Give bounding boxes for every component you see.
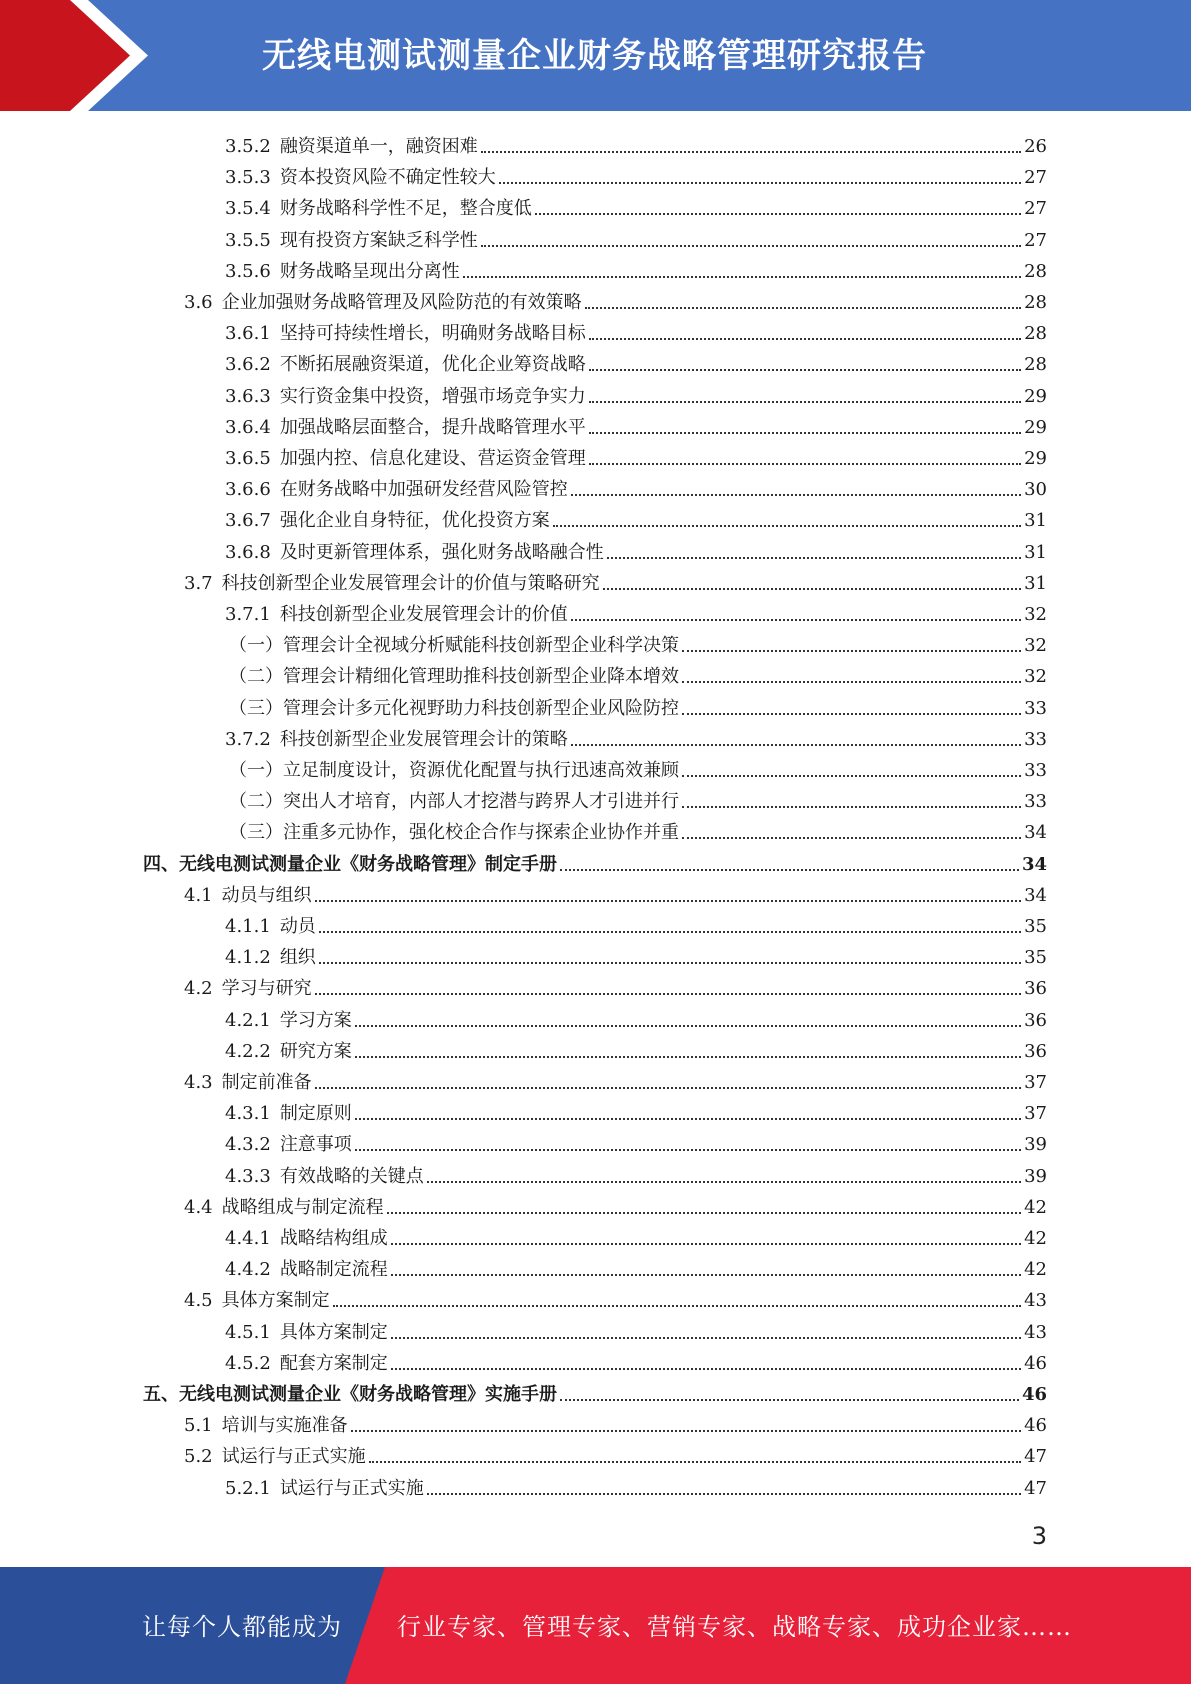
toc-entry-page: 30	[1024, 479, 1047, 501]
toc-entry[interactable]	[229, 751, 1047, 782]
toc-entry-number: 3.5.6	[225, 260, 271, 282]
toc-entry-page: 39	[1024, 1165, 1047, 1187]
toc-entry-title: 不断拓展融资渠道，优化企业筹资战略	[279, 354, 586, 376]
toc-entry[interactable]	[184, 1406, 1047, 1437]
toc-dot-leader	[560, 869, 1019, 871]
toc-entry-title: 培训与实施准备	[221, 1415, 348, 1437]
footer-banner	[0, 1567, 1191, 1684]
toc-entry-page: 29	[1024, 416, 1047, 438]
toc-entry[interactable]	[225, 470, 1047, 501]
toc-entry-page: 29	[1024, 385, 1047, 407]
toc-entry-page: 33	[1024, 728, 1047, 750]
toc-entry[interactable]	[225, 1469, 1047, 1500]
toc-dot-leader	[427, 1181, 1021, 1183]
toc-entry-title: 动员	[279, 916, 316, 937]
footer-slogan-left: 让每个人都能成为	[142, 1613, 342, 1641]
toc-entry-number: 5.1	[184, 1415, 213, 1437]
toc-entry-page: 32	[1024, 635, 1047, 657]
toc-entry-page: 36	[1024, 1009, 1047, 1031]
toc-entry[interactable]	[184, 1188, 1047, 1219]
toc-entry[interactable]	[184, 1437, 1047, 1468]
toc-entry-title: 具体方案制定	[279, 1321, 388, 1343]
toc-entry-page: 37	[1024, 1103, 1047, 1125]
toc-entry-number: 4.1.1	[225, 916, 271, 937]
toc-dot-leader	[571, 619, 1021, 621]
toc-entry-page: 47	[1024, 1477, 1047, 1499]
toc-entry[interactable]	[225, 1313, 1047, 1344]
toc-entry[interactable]	[229, 782, 1047, 813]
toc-dot-leader	[315, 993, 1021, 995]
toc-entry-page: 29	[1024, 448, 1047, 469]
toc-entry-number: 3.6.3	[225, 385, 271, 407]
toc-entry[interactable]	[225, 1125, 1047, 1156]
toc-entry-page: 42	[1024, 1228, 1047, 1249]
toc-entry-page: 35	[1024, 947, 1047, 969]
toc-entry-page: 27	[1024, 229, 1047, 251]
toc-entry-page: 32	[1024, 666, 1047, 688]
toc-entry-page: 26	[1024, 136, 1047, 157]
toc-entry-page: 36	[1024, 978, 1047, 1000]
toc-dot-leader	[427, 1493, 1021, 1495]
toc-entry-page: 34	[1024, 884, 1047, 906]
toc-entry-title: （二）突出人才培育，内部人才挖潜与跨界人才引进并行	[229, 791, 679, 813]
toc-entry-title: 组织	[279, 947, 316, 969]
toc-entry[interactable]	[225, 1344, 1047, 1375]
toc-dot-leader	[391, 1274, 1021, 1276]
toc-entry[interactable]	[184, 564, 1047, 595]
toc-entry-title: 科技创新型企业发展管理会计的策略	[279, 728, 568, 750]
footer-blue-slant	[345, 1567, 385, 1684]
toc-entry[interactable]	[225, 1250, 1047, 1281]
toc-dot-leader	[589, 463, 1021, 465]
toc-dot-leader	[560, 1399, 1019, 1401]
toc-entry-title: 战略制定流程	[279, 1259, 388, 1281]
toc-dot-leader	[585, 307, 1021, 309]
toc-entry-page: 34	[1024, 822, 1047, 844]
toc-entry-title: 现有投资方案缺乏科学性	[279, 229, 478, 251]
toc-dot-leader	[589, 432, 1021, 434]
toc-entry-number: 4.4.1	[225, 1228, 271, 1249]
toc-entry-page: 31	[1024, 510, 1047, 532]
toc-entry-number: 4.5.1	[225, 1321, 271, 1343]
page-number: 3	[1031, 1522, 1047, 1550]
toc-dot-leader	[315, 1087, 1021, 1089]
toc-dot-leader	[553, 525, 1021, 527]
toc-entry-title: 财务战略呈现出分离性	[279, 260, 460, 282]
toc-entry-number: 3.6.8	[225, 541, 271, 563]
toc-dot-leader	[589, 401, 1021, 403]
toc-entry-page: 37	[1024, 1072, 1047, 1093]
toc-entry[interactable]	[143, 1375, 1047, 1406]
toc-entry-number: 4.3	[184, 1072, 213, 1093]
toc-dot-leader	[387, 1212, 1021, 1214]
toc-entry-number: 3.7	[184, 572, 213, 594]
toc-entry-page: 36	[1024, 1040, 1047, 1062]
toc-entry-number: 4.5	[184, 1290, 213, 1312]
toc-entry-page: 28	[1024, 354, 1047, 376]
toc-entry-title: 动员与组织	[221, 884, 312, 906]
toc-dot-leader	[351, 1430, 1021, 1432]
toc-dot-leader	[589, 338, 1021, 340]
toc-dot-leader	[607, 557, 1021, 559]
toc-entry[interactable]	[225, 252, 1047, 283]
toc-entry[interactable]	[225, 595, 1047, 626]
toc-entry-title: 融资渠道单一，融资困难	[279, 136, 478, 157]
toc-entry-number: 3.6.2	[225, 354, 271, 376]
toc-entry-page: 42	[1024, 1259, 1047, 1281]
toc-entry-title: （三）注重多元协作，强化校企合作与探索企业协作并重	[229, 822, 679, 844]
toc-entry-page: 33	[1024, 791, 1047, 813]
toc-entry-title: 强化企业自身特征，优化投资方案	[279, 510, 550, 532]
toc-dot-leader	[333, 1305, 1021, 1307]
toc-dot-leader	[682, 681, 1021, 683]
toc-entry[interactable]	[225, 439, 1047, 470]
toc-dot-leader	[355, 1056, 1021, 1058]
toc-entry-title: 在财务战略中加强研发经营风险管控	[279, 479, 568, 501]
toc-entry-number: 3.6.6	[225, 479, 271, 501]
toc-entry-number: 3.6.1	[225, 323, 271, 345]
toc-entry-title: 资本投资风险不确定性较大	[279, 167, 496, 189]
toc-entry-title: 五、无线电测试测量企业《财务战略管理》实施手册	[143, 1384, 557, 1405]
toc-entry-number: 5.2	[184, 1446, 213, 1468]
toc-entry-title: 制定原则	[279, 1103, 352, 1125]
toc-entry[interactable]	[184, 969, 1047, 1000]
toc-dot-leader	[481, 245, 1021, 247]
toc-entry-page: 33	[1024, 760, 1047, 781]
toc-entry[interactable]	[229, 689, 1047, 720]
toc-entry[interactable]	[184, 283, 1047, 314]
toc-entry[interactable]	[225, 501, 1047, 532]
toc-entry-page: 47	[1024, 1446, 1047, 1468]
toc-entry[interactable]	[225, 533, 1047, 564]
toc-entry-page: 32	[1024, 604, 1047, 625]
toc-entry-title: 战略结构组成	[279, 1228, 388, 1249]
footer-slogan-right: 行业专家、管理专家、营销专家、战略专家、成功企业家……	[397, 1613, 1072, 1641]
toc-entry[interactable]	[225, 1157, 1047, 1188]
toc-entry-page: 28	[1024, 260, 1047, 282]
toc-entry[interactable]	[225, 127, 1047, 158]
toc-entry-page: 34	[1021, 853, 1047, 875]
toc-entry-title: 科技创新型企业发展管理会计的价值	[279, 604, 568, 625]
toc-entry-number: 3.6.7	[225, 510, 271, 532]
toc-entry-title: 科技创新型企业发展管理会计的价值与策略研究	[221, 572, 600, 594]
toc-entry[interactable]	[225, 189, 1047, 220]
toc-dot-leader	[603, 588, 1021, 590]
toc-dot-leader	[682, 713, 1021, 715]
toc-entry-number: 4.4	[184, 1196, 213, 1218]
toc-entry-title: （二）管理会计精细化管理助推科技创新型企业降本增效	[229, 666, 679, 688]
toc-entry-number: 4.2.1	[225, 1009, 271, 1031]
toc-entry-number: 4.3.2	[225, 1134, 271, 1156]
toc-entry[interactable]	[225, 1094, 1047, 1125]
toc-entry[interactable]	[225, 1032, 1047, 1063]
toc-entry[interactable]	[184, 1281, 1047, 1312]
toc-entry-page: 35	[1024, 916, 1047, 937]
toc-dot-leader	[369, 1461, 1021, 1463]
toc-entry-title: 加强战略层面整合，提升战略管理水平	[279, 416, 586, 438]
toc-dot-leader	[682, 806, 1021, 808]
toc-entry-number: 3.5.3	[225, 167, 271, 189]
toc-entry-number: 4.3.1	[225, 1103, 271, 1125]
toc-entry-title: 学习方案	[279, 1009, 352, 1031]
toc-dot-leader	[535, 213, 1021, 215]
toc-entry[interactable]	[229, 657, 1047, 688]
toc-entry-number: 4.2.2	[225, 1040, 271, 1062]
toc-entry-title: 坚持可持续性增长，明确财务战略目标	[279, 323, 586, 345]
toc-dot-leader	[682, 837, 1021, 839]
toc-entry-title: 实行资金集中投资，增强市场竞争实力	[279, 385, 586, 407]
toc-entry-number: 3.5.5	[225, 229, 271, 251]
report-title: 无线电测试测量企业财务战略管理研究报告	[262, 36, 927, 76]
header-chevron-icon	[70, 0, 160, 111]
toc-entry-title: 试运行与正式实施	[279, 1477, 424, 1499]
toc-entry-page: 33	[1024, 697, 1047, 719]
toc-entry-page: 31	[1024, 572, 1047, 594]
toc-entry[interactable]	[225, 720, 1047, 751]
toc-entry-title: 试运行与正式实施	[221, 1446, 366, 1468]
toc-entry-page: 46	[1024, 1352, 1047, 1374]
toc-entry-page: 31	[1024, 541, 1047, 563]
toc-entry-number: 4.1	[184, 884, 213, 906]
toc-dot-leader	[319, 931, 1021, 933]
toc-dot-leader	[571, 494, 1021, 496]
toc-entry[interactable]	[225, 408, 1047, 439]
toc-dot-leader	[589, 369, 1021, 371]
toc-entry[interactable]	[225, 1219, 1047, 1250]
toc-dot-leader	[481, 151, 1021, 153]
toc-entry-number: 3.7.2	[225, 728, 271, 750]
toc-dot-leader	[355, 1118, 1021, 1120]
toc-entry-title: 有效战略的关键点	[279, 1165, 424, 1187]
toc-entry[interactable]	[225, 158, 1047, 189]
toc-entry-title: 学习与研究	[221, 978, 312, 1000]
toc-entry-title: 具体方案制定	[221, 1290, 330, 1312]
toc-dot-leader	[571, 744, 1021, 746]
toc-dot-leader	[391, 1337, 1021, 1339]
toc-entry[interactable]	[143, 845, 1047, 876]
toc-dot-leader	[682, 650, 1021, 652]
toc-entry-title: 加强内控、信息化建设、营运资金管理	[279, 448, 586, 469]
toc-entry-number: 3.6	[184, 292, 213, 313]
toc-entry-page: 43	[1024, 1290, 1047, 1312]
toc-entry-page: 27	[1024, 167, 1047, 189]
toc-entry-number: 3.5.2	[225, 136, 271, 157]
toc-entry-title: （三）管理会计多元化视野助力科技创新型企业风险防控	[229, 697, 679, 719]
toc-entry-page: 46	[1021, 1384, 1047, 1405]
toc-entry[interactable]	[225, 938, 1047, 969]
toc-dot-leader	[499, 182, 1021, 184]
toc-dot-leader	[355, 1149, 1021, 1151]
toc-entry[interactable]	[184, 876, 1047, 907]
toc-dot-leader	[391, 1243, 1021, 1245]
toc-dot-leader	[391, 1368, 1021, 1370]
toc-dot-leader	[355, 1025, 1021, 1027]
toc-entry[interactable]	[225, 907, 1047, 938]
toc-entry-title: 战略组成与制定流程	[221, 1196, 384, 1218]
toc-entry-number: 3.7.1	[225, 604, 271, 625]
toc-entry-title: 制定前准备	[221, 1072, 312, 1093]
toc-entry-page: 43	[1024, 1321, 1047, 1343]
toc-entry[interactable]	[225, 377, 1047, 408]
toc-entry-title: 四、无线电测试测量企业《财务战略管理》制定手册	[143, 853, 557, 875]
header-red-block	[0, 0, 70, 111]
toc-entry[interactable]	[229, 813, 1047, 844]
toc-entry-page: 42	[1024, 1196, 1047, 1218]
toc-dot-leader	[463, 276, 1021, 278]
toc-entry-title: 注意事项	[279, 1134, 352, 1156]
toc-entry-page: 27	[1024, 198, 1047, 220]
toc-entry-number: 5.2.1	[225, 1477, 271, 1499]
toc-entry-number: 4.5.2	[225, 1352, 271, 1374]
toc-entry[interactable]	[225, 221, 1047, 252]
toc-entry-number: 4.3.3	[225, 1165, 271, 1187]
toc-entry[interactable]	[184, 1063, 1047, 1094]
toc-entry-title: 及时更新管理体系，强化财务战略融合性	[279, 541, 604, 563]
toc-entry-number: 4.1.2	[225, 947, 271, 969]
toc-entry-title: 企业加强财务战略管理及风险防范的有效策略	[221, 292, 582, 313]
toc-entry-title: 配套方案制定	[279, 1352, 388, 1374]
toc-entry[interactable]	[225, 314, 1047, 345]
toc-entry-number: 4.2	[184, 978, 213, 1000]
toc-entry-title: 研究方案	[279, 1040, 352, 1062]
toc-entry-page: 46	[1024, 1415, 1047, 1437]
toc-entry-number: 3.6.5	[225, 448, 271, 469]
toc-entry-number: 4.4.2	[225, 1259, 271, 1281]
toc-entry-title: （一）管理会计全视域分析赋能科技创新型企业科学决策	[229, 635, 679, 657]
toc-dot-leader	[319, 962, 1021, 964]
toc-entry-title: （一）立足制度设计，资源优化配置与执行迅速高效兼顾	[229, 760, 679, 781]
toc-dot-leader	[315, 900, 1021, 902]
toc-entry-page: 28	[1024, 323, 1047, 345]
header-banner	[0, 0, 1191, 111]
toc-entry[interactable]	[225, 345, 1047, 376]
toc-entry[interactable]	[225, 1001, 1047, 1032]
toc-entry-number: 3.6.4	[225, 416, 271, 438]
toc-dot-leader	[682, 775, 1021, 777]
toc-entry[interactable]	[229, 626, 1047, 657]
toc-entry-page: 28	[1024, 292, 1047, 313]
toc-entry-number: 3.5.4	[225, 198, 271, 220]
toc-entry-page: 39	[1024, 1134, 1047, 1156]
toc-entry-title: 财务战略科学性不足，整合度低	[279, 198, 532, 220]
